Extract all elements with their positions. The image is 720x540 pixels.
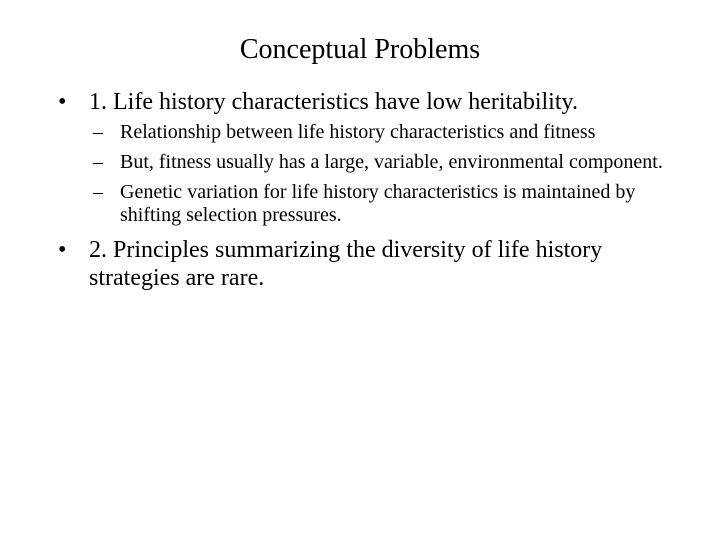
bullet-text: 1. Life history characteristics have low heritability.	[89, 89, 578, 115]
bullet-dot-icon: •	[58, 89, 67, 115]
slide-content	[58, 88, 668, 298]
sub-bullet-item	[58, 121, 668, 144]
sub-bullet-text: But, fitness usually has a large, variable, environmental component.	[120, 151, 663, 173]
sub-bullet-item	[58, 181, 668, 227]
dash-icon: –	[93, 121, 103, 143]
dash-icon: –	[93, 181, 103, 203]
bullet-dot-icon: •	[58, 237, 67, 263]
sub-bullet-item	[58, 151, 668, 174]
dash-icon: –	[93, 151, 103, 173]
bullet-item	[58, 88, 668, 116]
sub-bullet-text: Relationship between life history characteristics and fitness	[120, 121, 596, 143]
bullet-text: 2. Principles summarizing the diversity of life history strategies are rare.	[89, 237, 603, 291]
bullet-item	[58, 236, 668, 292]
sub-bullet-text: Genetic variation for life history characteristics is maintained by shifting selection pressures.	[120, 181, 636, 226]
slide-title: Conceptual Problems	[239, 34, 481, 65]
